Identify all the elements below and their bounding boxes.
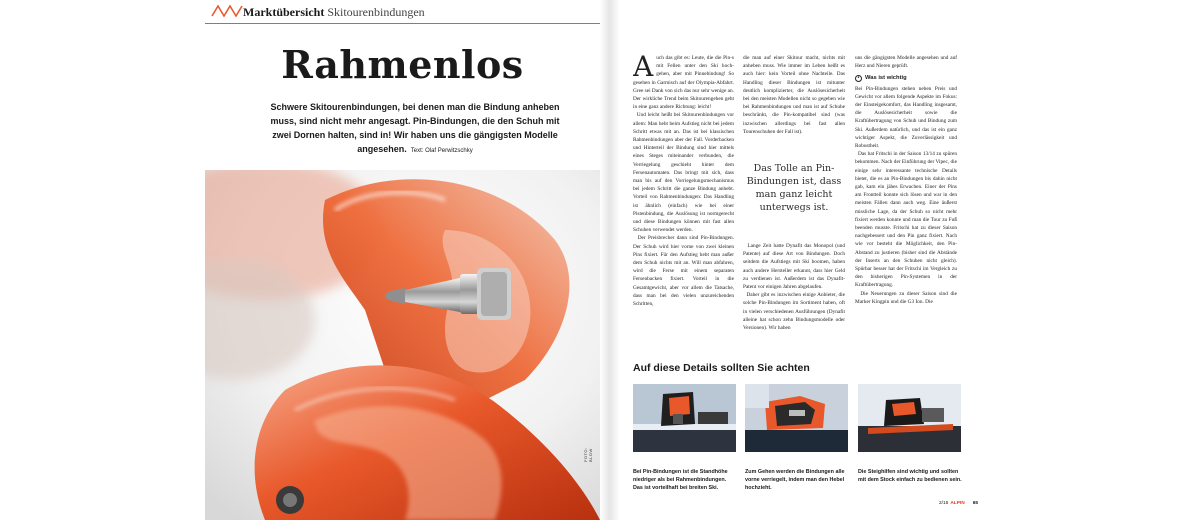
body-paragraph: [633, 54, 734, 111]
details-title: Auf diese Details sollten Sie achten: [633, 362, 810, 374]
page-gutter: [600, 0, 620, 520]
subhead: [855, 74, 957, 82]
photo-credit: FOTO: BLOW: [583, 447, 593, 462]
right-page: [623, 0, 991, 520]
drop-cap: A: [633, 54, 654, 83]
body-text: Daher gibt es inzwischen einige Anbieter, die solche Pin-Bindungen im Sortiment haben, oft in vielen verschiedenen Ausführungen (Dynafit alleine hat schon zehn Bindungsmodelle oder Versionen). Wir haben: [743, 292, 845, 332]
section-label-bold: Marktübersicht: [243, 5, 325, 19]
detail-photo-verriegelung: [745, 384, 848, 452]
body-paragraph: [633, 111, 734, 234]
body-text: Der Preisbrecher dann sind Pin-Bindungen. Der Schuh wird hier vorne von zwei kleinen Pins fixiert. Für den Aufstieg hebt man außer dem Schuh nichts mit an. Will man abfahren, wird die Ferse mit einem separaten Fersenbacken fixiert. Vorteil in die Gesamtgewicht, aber vor allem die Tatsache, dass man bei den vielen unzureichenden Schritten,: [633, 235, 734, 308]
body-column-1: [633, 54, 734, 352]
body-text: Lange Zeit hatte Dynafit das Monopol (und Patente) auf diese Art von Bindungen. Doch seitdem die Aufstiegs mit Ski boomen, haben auch andere Hersteller erkannt, dass hier Geld zu verdienen ist. Außerdem ist das Dynafit-Patent vor einigen Jahren abgelaufen.: [743, 243, 845, 291]
body-paragraph: [855, 290, 957, 306]
body-text: Die Neuerungen zu dieser Saison sind die Marker Kingpin und die G3 Ion. Die: [855, 290, 957, 305]
magazine-spread: [205, 0, 991, 520]
brand-logo: ALPIN: [950, 501, 965, 506]
section-label-light: Skitourenbindungen: [327, 5, 425, 19]
detail-photo-standhoehe: [633, 384, 736, 452]
detail-caption: Zum Gehen werden die Bindungen alle vorne verriegelt, indem man den Hebel hochzieht.: [745, 469, 845, 491]
bullet-icon: •: [855, 75, 862, 82]
body-text: Das hat Fritschi in der Saison 13/14 zu spüren bekommen. Nach der Einführung der Vipec, die einige sehr interessante technische Details bietet, die es an Pin-Bindungen bis dahin nicht gab, kam ein jähes Erwachen. Einer der Pins am Frontteil konnte sich lösen und war in den meisten Fällen dann auch weg. Eine äußerst missliche Lage, da der Schuh so nicht mehr fixiert werden konnte und man die Tour zu Fuß beenden musste. Fritschi hat zu dieser Saison nachgebessert und den Pin ganz fixiert. Nach wie vor besteht die Möglichkeit, den Pin-Abstand zu justieren (bisher sind die Abstände der Inserts an den Schuhen nicht gleich). Spürbar besser hat der Fritschi im Vergleich zu den bisherigen Pin-Systemen in der Kraftübertragung.: [855, 151, 957, 289]
subhead-text: Was ist wichtig: [865, 75, 907, 82]
lead-text: Schwere Skitourenbindungen, bei denen man die Bindung anheben muss, sind nicht mehr angesagt. Pin-Bindungen, die den Schuh mit zwei Dornen halten, sind in! Wir haben uns die gängigsten Modelle angesehen.: [270, 102, 560, 154]
body-text: uch das gibt es: Leute, die die Pin-s mit Fellen unter den Ski hoch-gehen, aber mit Pinnebindung! So gesehen in Garmisch auf der Olympia-Abfahrt. Gree sei Dank von sich das nur sehr wenige an. Der wirkliche Trend beim Skitourengehen geht in eine ganz andere Richtung: leicht!: [633, 55, 734, 111]
left-page: [205, 0, 605, 520]
body-paragraph: [855, 150, 957, 289]
page-footer: [939, 501, 978, 506]
body-paragraph: [743, 242, 845, 291]
body-text: Und leicht heißt bei Skitourenbindungen vor allem: Man hebt beim Aufstieg nicht bei jedem Schritt etwas mit an. Das ist bei klassischen Rahmenbindungen aber der Fall. Vorderbacken und Hinterteil der Bindung sind hier mittels eines Steges miteinander verbunden, die Verriegelung geschieht hinter dem Fersenautomaten. Das bringt mit sich, dass man bis auf den Vorriegelungsmechanismus bei jedem Schritt die ganze Bindung anhebt. Vorteil von Rahmenbindungen: Das Handling ist ähnlich (einfach) wie bei einer Pistenbindung, die Auslösung ist normgerecht und diese Bindungen können mit fast allen Schuhen verwendet werden.: [633, 112, 734, 234]
byline: Text: Olaf Perwitzschky: [410, 148, 473, 154]
page-number: 65: [972, 501, 979, 506]
body-paragraph: die man auf einer Skitour macht, nichts mit anheben muss. Wie immer im Leben heißt es auch hier: kein Vorteil ohne Nachteile. Das Handling dieser Bindungen ist mitunter deutlich komplizierter, die Auslösesicherheit bei den meisten Modellen nicht so gegeben wie bei Rahmenbindungen und man ist auf Schuhe beschränkt, die Pin-kompatibel sind (was inzwischen allerdings bei fast allen Tourenschuhen der Fall ist).: [743, 55, 845, 135]
body-paragraph: Bei Pin-Bindungen stehen neben Preis und Gewicht vor allem folgende Aspekte im Fokus: der Einsteigekomfort, das Handling insgesamt, die Auslösesicherheit sowie die Kraftübertragung von Schuh und Bindung zum Ski. Außerdem natürlich, und das ist ein ganz wichtiger Aspekt, die Zuverlässigkeit und Robustheit.: [855, 85, 957, 150]
section-label: [243, 5, 425, 19]
article-lead: [265, 100, 565, 158]
body-paragraph: uns die gängigsten Modelle angesehen und auf Herz und Nieren geprüft.: [855, 55, 957, 70]
body-column-3: [855, 54, 957, 352]
detail-caption: Die Steighilfen sind wichtig und sollten mit dem Stock einfach zu bedienen sein.: [858, 469, 962, 483]
zigzag-logo-icon: [211, 2, 245, 20]
detail-caption: Bei Pin-Bindungen ist die Standhöhe niedriger als bei Rahmenbindungen. Das ist vorteilhaft bei breiten Ski.: [633, 469, 728, 491]
pull-quote: Das Tolle an Pin-Bindungen ist, dass man ganz leicht unterwegs ist.: [746, 163, 842, 213]
hero-photo-binding: [205, 170, 600, 520]
body-paragraph: [633, 234, 734, 308]
body-column-2-top: [743, 54, 845, 154]
issue-number: 2/15: [939, 501, 949, 506]
body-column-2-bottom: [743, 242, 845, 352]
header-rule: [205, 23, 600, 24]
page-title: Rahmenlos: [281, 42, 524, 87]
body-paragraph: [743, 291, 845, 332]
detail-photo-steighilfe: [858, 384, 961, 452]
